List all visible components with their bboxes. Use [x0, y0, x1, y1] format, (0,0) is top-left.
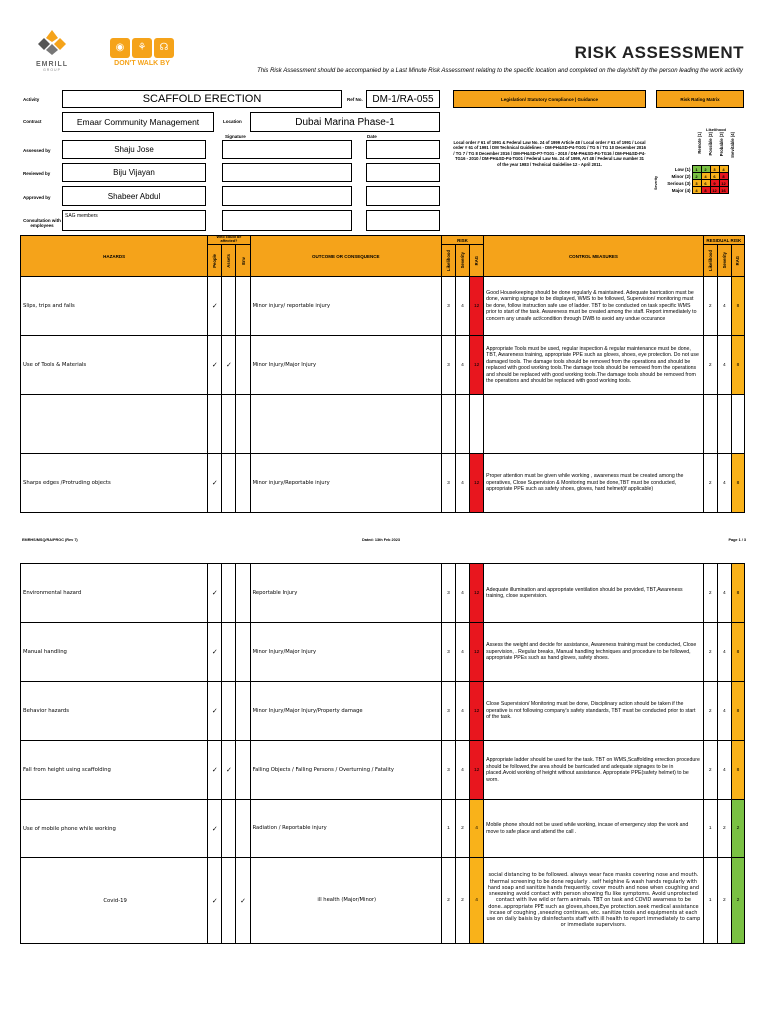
rag-cell: 12: [470, 277, 484, 336]
residual-rag-cell: 8: [731, 682, 744, 741]
residual-severity-cell: 4: [717, 623, 731, 682]
footer-doc-ref: EMRHS/MSQ/RA/PROC (Rev 7): [22, 538, 78, 542]
people-check-cell: ✓: [208, 682, 222, 741]
residual-rag-cell: 8: [731, 741, 744, 800]
residual-severity-cell: 4: [717, 564, 731, 623]
rag-cell: 12: [470, 454, 484, 513]
table-row: [21, 858, 745, 944]
outcome-cell: Minor injury/ reportable injury: [250, 277, 441, 336]
likelihood-cell: 3: [441, 741, 455, 800]
outcome-cell: Radiation / Reportable injury: [250, 800, 441, 858]
location-field[interactable]: Dubai Marina Phase-1: [250, 112, 440, 132]
residual-likelihood-cell: 1: [703, 858, 717, 944]
signature-label: Signature: [225, 134, 246, 139]
outcome-cell: Minor Injury/Major Injury: [250, 623, 441, 682]
matrix-cell: 4: [719, 166, 728, 173]
residual-severity-cell: 4: [717, 454, 731, 513]
matrix-row-label: Low (1): [674, 166, 691, 172]
legislation-header: Legislation/ Statutory Compliance | Guidance: [453, 90, 646, 108]
table-row: [21, 336, 745, 395]
matrix-likelihood-label: Likelihood: [706, 127, 726, 132]
env-check-cell: [236, 682, 250, 741]
matrix-cell: 16: [719, 187, 728, 194]
reviewed-date-field[interactable]: [366, 163, 440, 182]
matrix-cell: 8: [719, 173, 728, 180]
ear-icon: ☊: [154, 38, 174, 58]
matrix-cell: 4: [692, 187, 701, 194]
activity-field[interactable]: SCAFFOLD ERECTION: [62, 90, 342, 108]
likelihood-cell: 2: [441, 858, 455, 944]
people-check-cell: ✓: [208, 623, 222, 682]
assets-check-cell: [222, 800, 236, 858]
hazard-cell: Use of Tools & Materials: [21, 336, 208, 395]
matrix-cell: 4: [701, 173, 710, 180]
hazard-cell: Sharps edges /Protruding objects: [21, 454, 208, 513]
people-check-cell: ✓: [208, 277, 222, 336]
hazard-cell: Slips, trips and falls: [21, 277, 208, 336]
col-header-severity: Severity: [460, 252, 466, 269]
residual-likelihood-cell: 2: [703, 277, 717, 336]
severity-cell: 4: [455, 623, 469, 682]
contract-field[interactable]: Emaar Community Management: [62, 112, 214, 132]
table-row: [21, 741, 745, 800]
matrix-cell: 3: [710, 166, 719, 173]
people-check-cell: ✓: [208, 741, 222, 800]
env-check-cell: [236, 800, 250, 858]
residual-rag-cell: 2: [731, 800, 744, 858]
matrix-cell: 12: [719, 180, 728, 187]
rag-cell: 12: [470, 741, 484, 800]
likelihood-cell: 3: [441, 682, 455, 741]
eye-icon: ◉: [110, 38, 130, 58]
severity-cell: 4: [455, 336, 469, 395]
dont-walk-by-text: DON'T WALK BY: [114, 60, 170, 67]
hazard-cell: Covid-19: [21, 858, 208, 944]
col-header-outcome: OUTCOME OR CONSEQUENCE: [250, 236, 441, 277]
assets-check-cell: [222, 277, 236, 336]
likelihood-cell: [441, 395, 455, 454]
assessed-by-label: Assessed by: [23, 148, 51, 153]
residual-rag-cell: 8: [731, 623, 744, 682]
residual-severity-cell: 4: [717, 741, 731, 800]
matrix-row-serious: [662, 180, 728, 187]
col-header-likelihood: Likelihood: [445, 250, 451, 271]
rag-cell: 12: [470, 564, 484, 623]
people-check-cell: ✓: [208, 454, 222, 513]
outcome-cell: Minor Injury/Major Injury: [250, 336, 441, 395]
matrix-header: Risk Rating Matrix: [656, 90, 744, 108]
control-measures-cell: Adequate illumination and appropriate ventilation should be provided, TBT,Awareness training, close supervision.: [484, 564, 704, 623]
residual-severity-cell: 4: [717, 682, 731, 741]
reviewed-by-label: Reviewed by: [23, 171, 51, 176]
likelihood-col-2: Possible (2): [708, 132, 713, 156]
figure-icon: ⚘: [132, 38, 152, 58]
assessed-signature-field[interactable]: [222, 140, 352, 159]
severity-cell: 4: [455, 564, 469, 623]
control-measures-cell: Appropriate Tools must be used, regular inspection & regular maintenance must be done, TBT, Awareness training, appropriate PPE such as gloves, shoes, eye protection. Do not use damaged tools. The damage tools should be removed from the operations and should be replaced with good working tools.The damage tools should be removed from the operations and should be replaced with good working tools.The damage tools should be removed from the operations and should be replaced with good working tools.: [484, 336, 704, 395]
residual-severity-cell: 4: [717, 277, 731, 336]
residual-likelihood-cell: 2: [703, 336, 717, 395]
matrix-cell: 6: [701, 180, 710, 187]
approved-date-field[interactable]: [366, 186, 440, 206]
outcome-cell: ill health (Major/Minor): [250, 858, 441, 944]
hazard-cell: [21, 395, 208, 454]
control-measures-cell: Good Housekeeping should be done regularly & maintained. Adequate barrication must be done, warning signage to be displayed, WMS to be followed, Supervision/ monitoring must be done, follow instruction safe use of ladder. TBT to be conducted on task specific WMS prior to start of the task. Awareness must be created among the staff. Report immediately to concern any unsafe act/condition through DWB to avoid any undue occurance: [484, 277, 704, 336]
approved-signature-field[interactable]: [222, 186, 352, 206]
severity-cell: 2: [455, 800, 469, 858]
col-header-who-affected: Who could be affected?: [208, 236, 250, 245]
page-title: RISK ASSESSMENT: [574, 43, 744, 62]
residual-severity-cell: [717, 395, 731, 454]
consultation-field[interactable]: [62, 210, 206, 231]
control-measures-cell: Close Supervision/ Monitoring must be done, Disciplinary action should be taken if the operative is not following company's safety standards, TBT must be conducted prior to start of the task.: [484, 682, 704, 741]
table-row: [21, 395, 745, 454]
rag-cell: 4: [470, 800, 484, 858]
hazard-cell: Use of mobile phone while working: [21, 800, 208, 858]
col-header-residual-rag: RAG: [735, 255, 741, 266]
matrix-cell: 3: [692, 180, 701, 187]
likelihood-cell: 1: [441, 800, 455, 858]
severity-cell: 4: [455, 454, 469, 513]
ref-label: Ref No.: [347, 97, 363, 102]
env-check-cell: [236, 454, 250, 513]
control-measures-cell: Proper attention must be given while working , awareness must be created among the operatives, Close Supervision & Monitoring must be done,TBT must be conducted, appropriate PPE such as safety shoes, gloves, hard helmet(if applicable): [484, 454, 704, 513]
matrix-cell: 6: [710, 173, 719, 180]
assets-check-cell: [222, 858, 236, 944]
matrix-row-label: Major (4): [671, 187, 691, 193]
rag-cell: 12: [470, 336, 484, 395]
control-measures-cell: Appropriate ladder should be used for the task. TBT on WMS,Scaffolding errection procedure should be followed,the area should be barricaded and adequate signages to be in placed.Avoid working of height without assistance. Appropriate PPE(safety helmet) to be worn.: [484, 741, 704, 800]
col-header-residual: RESIDUAL RISK: [703, 236, 744, 245]
env-check-cell: [236, 336, 250, 395]
rag-cell: 4: [470, 858, 484, 944]
residual-severity-cell: 2: [717, 858, 731, 944]
matrix-cell: 8: [701, 187, 710, 194]
contract-label: Contract: [23, 119, 42, 124]
residual-likelihood-cell: 2: [703, 564, 717, 623]
assets-check-cell: [222, 564, 236, 623]
date-label: Date: [367, 134, 377, 139]
assessed-date-field[interactable]: [366, 140, 440, 159]
residual-likelihood-cell: 2: [703, 682, 717, 741]
severity-cell: [455, 395, 469, 454]
residual-rag-cell: 2: [731, 858, 744, 944]
rag-cell: 12: [470, 682, 484, 741]
residual-rag-cell: 8: [731, 277, 744, 336]
matrix-row-major: [662, 187, 728, 194]
likelihood-cell: 3: [441, 277, 455, 336]
legislation-text: Local order # 61 of 1991 & Federal Law No. 24 of 1999 Article 48 / Local order # 61 of 1991 / Local order # 61 of 1991 / DM Technical Guidelines - DM-PH&SD-P4-TG01 / TG 5 / TG 10 December 2016 / TG 7 / TG 8 December 2016 / DM-PH&SD-P7-TG01 - 2010 / DM-PH&SD-P4-TG16 / DM-PH&SD-P4-TG16 - 2010 / DM-PH&SD-P4-TG01 / Federal Law No. 24 of 1999, Art 48 / Federal Law number 31 of the year 1983 / Technical Guideline 12 - April 2011.: [453, 140, 646, 167]
hazard-cell: Environmental hazard: [21, 564, 208, 623]
assets-check-cell: [222, 395, 236, 454]
table-row: [21, 564, 745, 623]
likelihood-cell: 3: [441, 454, 455, 513]
people-check-cell: ✓: [208, 336, 222, 395]
people-check-cell: ✓: [208, 800, 222, 858]
env-check-cell: [236, 277, 250, 336]
outcome-cell: Falling Objects / Falling Persons / Overturning / Fatality: [250, 741, 441, 800]
control-measures-cell: Mobile phone should not be used while working, incase of emergency stop the work and move to safe place and attend the call .: [484, 800, 704, 858]
assets-check-cell: ✓: [222, 741, 236, 800]
env-check-cell: ✓: [236, 858, 250, 944]
control-measures-cell: Assess the weight and decide for assistance, Awareness training must be conducted, Close supervision, . Regular breaks, Manual handling techniques and procedure to be followed, appropriate PPEs such as hand gloves, safety shoes.: [484, 623, 704, 682]
env-check-cell: [236, 741, 250, 800]
col-header-hazards: HAZARDS: [21, 236, 208, 277]
env-check-cell: [236, 564, 250, 623]
env-check-cell: [236, 395, 250, 454]
outcome-cell: Minor injury/Reportable injury: [250, 454, 441, 513]
col-header-env: Env: [240, 256, 246, 265]
outcome-cell: Minor Injury/Major Injury/Property damage: [250, 682, 441, 741]
matrix-cell: 12: [710, 187, 719, 194]
col-header-people: People: [212, 253, 218, 268]
col-header-residual-severity: Severity: [721, 252, 727, 269]
severity-cell: 2: [455, 858, 469, 944]
reviewed-signature-field[interactable]: [222, 163, 352, 182]
matrix-severity-label: Severity: [654, 176, 658, 190]
residual-likelihood-cell: 2: [703, 623, 717, 682]
people-check-cell: ✓: [208, 564, 222, 623]
residual-rag-cell: 8: [731, 564, 744, 623]
likelihood-col-1: Remote (1): [697, 132, 702, 154]
risk-table-page2: [20, 563, 745, 944]
matrix-row-label: Serious (3): [667, 180, 691, 186]
footer-page-number: Page 1 / 3: [728, 538, 746, 542]
assessed-by-field[interactable]: Shaju Jose: [62, 140, 206, 159]
consultation-value: SAG members: [65, 213, 98, 219]
col-header-risk: RISK: [441, 236, 483, 245]
matrix-cell: 2: [692, 173, 701, 180]
likelihood-cell: 3: [441, 564, 455, 623]
likelihood-cell: 3: [441, 623, 455, 682]
residual-likelihood-cell: 1: [703, 800, 717, 858]
outcome-cell: [250, 395, 441, 454]
outcome-cell: Reportable Injury: [250, 564, 441, 623]
consultation-signature-field[interactable]: [222, 210, 352, 231]
matrix-row-minor: [662, 173, 728, 180]
residual-rag-cell: 8: [731, 336, 744, 395]
dont-walk-by-logo: [103, 38, 181, 72]
likelihood-col-4: Inevitable (4): [730, 132, 735, 158]
control-measures-cell: [484, 395, 704, 454]
matrix-cell: 1: [692, 166, 701, 173]
emrill-wordmark: EMRILL: [35, 61, 69, 68]
activity-label: Activity: [23, 97, 40, 102]
table-row: [21, 623, 745, 682]
table-row: [21, 800, 745, 858]
approved-by-field[interactable]: Shabeer Abdul: [62, 186, 206, 206]
hazard-cell: Behavior hazards: [21, 682, 208, 741]
risk-matrix: [662, 165, 729, 194]
residual-severity-cell: 2: [717, 800, 731, 858]
severity-cell: 4: [455, 277, 469, 336]
residual-likelihood-cell: 2: [703, 741, 717, 800]
residual-rag-cell: [731, 395, 744, 454]
col-header-rag: RAG: [474, 255, 480, 266]
footer-date: Dated: 13th Feb 2023: [362, 538, 400, 542]
rag-cell: 12: [470, 623, 484, 682]
matrix-likelihood-cols: [694, 132, 738, 164]
approved-by-label: Approved by: [23, 195, 51, 200]
control-measures-cell: social distancing to be followed. always wear face masks covering nose and mouth. thermal screening to be done regularly . self heighine & wash hands regularly with hand soap and sanitize hands frequently. cover mouth and nose when coughing and sneezeing avoid contact with person showing flu like symptoms. Avoid unprotected contact with live wild or farm animals. TBT on task and COVID awarness to be done..appropriate PPE such as gloves,shoes,Eye protection.seek medical assistance incase of coughing ,sneezing continues, etc. sanitize tools and equipments at each use on daily baisis by disinfectants staff with ill health to report immediately to camp or immediate supervisors.: [484, 858, 704, 944]
ref-field[interactable]: DM-1/RA-055: [366, 90, 440, 108]
assets-check-cell: ✓: [222, 336, 236, 395]
residual-rag-cell: 8: [731, 454, 744, 513]
table-row: [21, 454, 745, 513]
likelihood-cell: 3: [441, 336, 455, 395]
people-check-cell: ✓: [208, 858, 222, 944]
table-row: [21, 682, 745, 741]
hazard-cell: Fall from height using scaffolding: [21, 741, 208, 800]
risk-table-page1: [20, 235, 745, 513]
table-row: [21, 277, 745, 336]
assets-check-cell: [222, 682, 236, 741]
residual-likelihood-cell: [703, 395, 717, 454]
hazard-cell: Manual handling: [21, 623, 208, 682]
matrix-cell: 9: [710, 180, 719, 187]
emrill-emblem-icon: [30, 28, 74, 56]
likelihood-col-3: Probable (3): [719, 132, 724, 157]
assets-check-cell: [222, 623, 236, 682]
emrill-group-text: GROUP: [43, 68, 61, 72]
location-label: Location: [223, 119, 242, 124]
residual-severity-cell: 4: [717, 336, 731, 395]
reviewed-by-field[interactable]: Biju Vijayan: [62, 163, 206, 182]
col-header-control: CONTROL MEASURES: [484, 236, 704, 277]
page-subtitle: This Risk Assessment should be accompanied by a Last Minute Risk Assessment relating to the specific location and completed on the day/shift by the person leading the work activity: [257, 68, 743, 74]
matrix-row-label: Minor (2): [671, 173, 691, 179]
assets-check-cell: [222, 454, 236, 513]
env-check-cell: [236, 623, 250, 682]
residual-likelihood-cell: 2: [703, 454, 717, 513]
col-header-assets: Assets: [226, 253, 232, 268]
consultation-date-field[interactable]: [366, 210, 440, 231]
people-check-cell: [208, 395, 222, 454]
matrix-cell: 2: [701, 166, 710, 173]
matrix-row-low: [662, 166, 728, 173]
emrill-logo: [30, 28, 74, 70]
rag-cell: [470, 395, 484, 454]
severity-cell: 4: [455, 682, 469, 741]
severity-cell: 4: [455, 741, 469, 800]
col-header-residual-likelihood: Likelihood: [707, 250, 713, 271]
consultation-label: Consultation with employees: [23, 218, 61, 229]
